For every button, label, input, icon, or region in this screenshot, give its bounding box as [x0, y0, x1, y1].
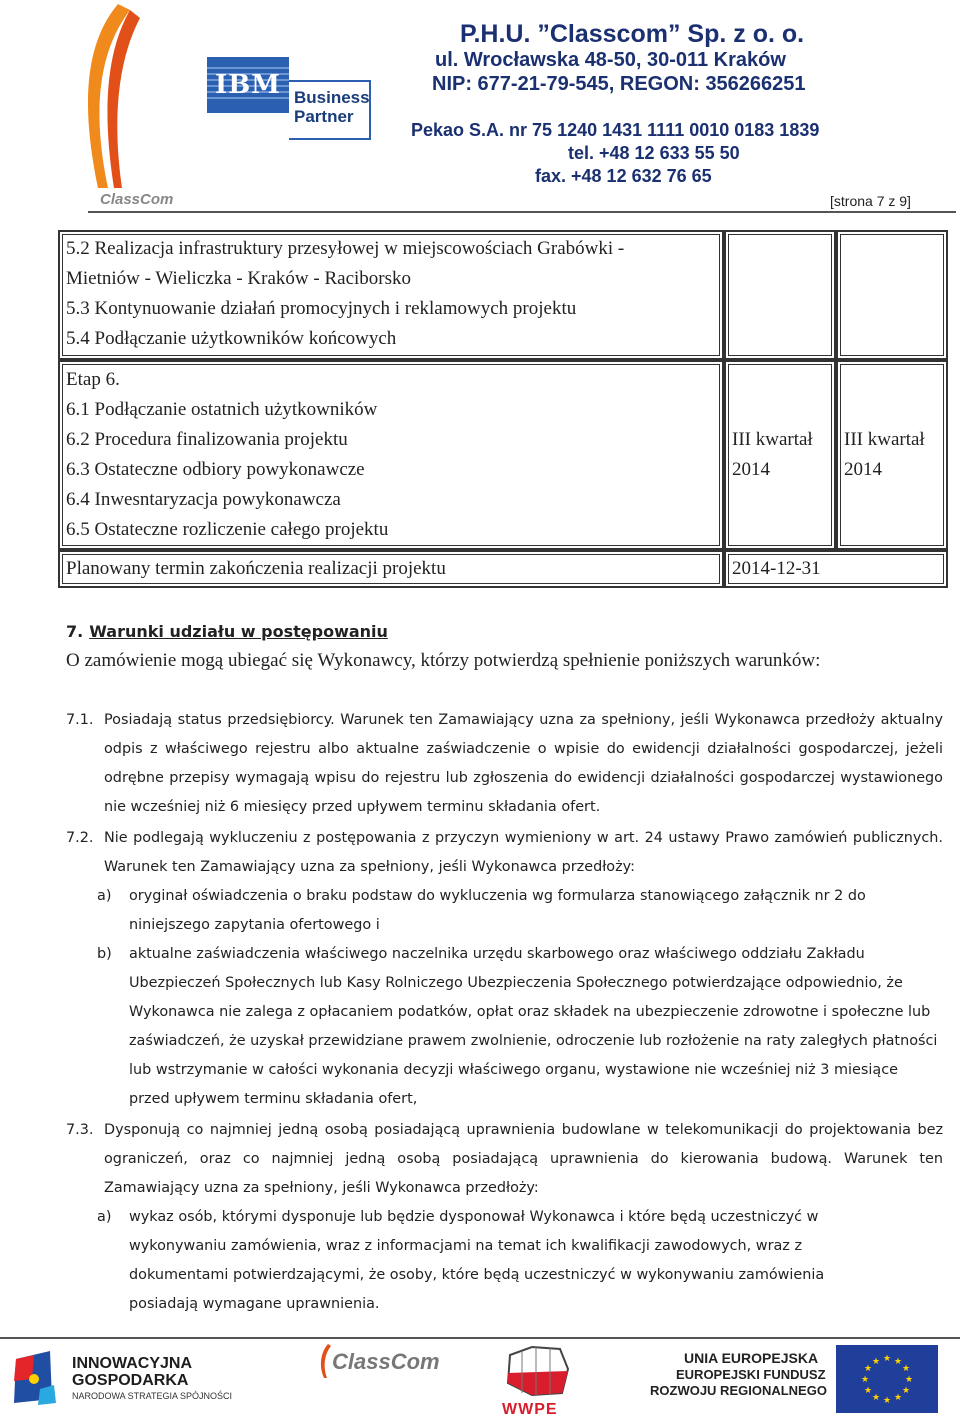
table-cell-row2-tasks	[58, 360, 724, 550]
table-cell-planned-label	[58, 550, 724, 588]
classcom-small-logo	[100, 191, 173, 208]
row2-end-quarter: III kwartał	[844, 429, 925, 450]
table-cell-row1-end	[836, 230, 948, 360]
row1-line: 5.2 Realizacja infrastruktury przesyłowej w miejscowościach Grabówki -	[66, 238, 625, 259]
row1-line: 5.3 Kontynuowanie działań promocyjnych i reklamowych projektu	[66, 298, 577, 319]
classcom-footer-text: ClassCom	[332, 1349, 440, 1374]
planned-label: Planowany termin zakończenia realizacji projektu	[66, 558, 446, 579]
innowacyjna-flag-icon	[10, 1349, 58, 1405]
section-title: Warunki udziału w postępowaniu	[89, 622, 388, 641]
section-number: 7.	[66, 622, 84, 641]
sub-item-text: aktualne zaświadczenia właściwego naczelnika urzędu skarbowego oraz właściwego oddziału Zakładu Ubezpieczeń Społecznych lub Kasy Rolniczego Ubezpieczenia Społecznego potwierdzające odpowiednio, że Wykonawca nie zalega z opłacaniem podatków, opłat oraz składek na ubezpieczenie zdrowotne i społeczne lub zaświadczeń, że uzyskał przewidziane prawem zwolnienie, odroczenie lub rozłożenie na raty zaległych płatności lub wstrzymanie w całości wykonania decyzji właściwego organu, wystawione nie wcześniej niż 3 miesiące przed upływem terminu składania ofert,	[129, 946, 938, 1107]
item-text: Nie podlegają wykluczeniu z postępowania z przyczyn wymieniony w art. 24 ustawy Prawo zamówień publicznych. Warunek ten Zamawiający uzna za spełniony, jeśli Wykonawca przedłoży:	[104, 830, 943, 875]
innowacyjna-gospodarka-logo	[10, 1345, 260, 1415]
item-number: 7.1.	[66, 712, 94, 728]
company-phone: tel. +48 12 633 55 50	[568, 143, 740, 163]
wwpe-logo	[498, 1343, 578, 1421]
row1-line: Mietniów - Wieliczka - Kraków - Raciborsko	[66, 268, 412, 289]
company-nip-regon: NIP: 677-21-79-545, REGON: 356266251	[432, 73, 806, 95]
sub-item-label: b)	[97, 946, 112, 962]
section-intro: O zamówienie mogą ubiegać się Wykonawcy, którzy potwierdzą spełnienie poniższych warunków:	[66, 650, 821, 671]
page-indicator: [strona 7 z 9]	[830, 193, 911, 209]
planned-date: 2014-12-31	[732, 558, 821, 579]
poland-map-icon	[502, 1343, 572, 1399]
svg-text:★: ★	[901, 1364, 911, 1374]
item-text: Posiadają status przedsiębiorcy. Warunek ten Zamawiający uzna za spełniony, jeśli Wykonawca przedłoży aktualny odpis z właściwego rejestru albo aktualne zaświadczenie o wpisie do ewidencji działalności gospodarczej, jeżeli odrębne przepisy wymagają wpisu do rejestru lub zgłoszenia do ewidencji działalności gospodarczej wystawionego nie wcześniej niż 6 miesięcy przed upływem terminu składania ofert.	[104, 712, 943, 815]
section-heading	[66, 622, 388, 641]
svg-text:★: ★	[860, 1375, 870, 1385]
eu-fund-text	[650, 1350, 830, 1406]
svg-text:★: ★	[871, 1393, 881, 1403]
classcom-small-logo-text: ClassCom	[100, 191, 174, 208]
classcom-footer-swoosh	[318, 1343, 332, 1379]
svg-text:★: ★	[882, 1354, 892, 1364]
company-bank-account: Pekao S.A. nr 75 1240 1431 1111 0010 0183 1839	[411, 120, 820, 140]
table-cell-row2-end	[836, 360, 948, 550]
item-number: 7.3.	[66, 1122, 94, 1138]
innowacyjna-line3: NARODOWA STRATEGIA SPÓJNOŚCI	[72, 1391, 233, 1401]
ibm-logo-text: IBM	[215, 70, 281, 100]
svg-text:★: ★	[882, 1396, 892, 1406]
ibm-logo	[207, 57, 289, 113]
svg-text:★: ★	[901, 1386, 911, 1396]
classcom-swoosh-graphic	[78, 2, 148, 190]
item-text: Dysponują co najmniej jedną osobą posiadającą uprawnienia budowlane w telekomunikacji do projektowania bez ograniczeń, oraz co najmniej jedną osobą posiadającą uprawnienia do kierowania budową. Warunek ten Zamawiający uzna za spełniony, jeśli Wykonawca przedłoży:	[104, 1122, 943, 1196]
wwpe-text: WWPE	[502, 1401, 558, 1418]
svg-text:★: ★	[904, 1375, 914, 1385]
row1-line: 5.4 Podłączanie użytkowników końcowych	[66, 328, 397, 349]
svg-text:★: ★	[893, 1357, 903, 1367]
table-cell-row1-tasks	[58, 230, 724, 360]
row2-line: 6.4 Inwesntaryzacja powykonawcza	[66, 489, 341, 510]
header-divider	[88, 211, 956, 213]
row2-start-year: 2014	[732, 459, 770, 480]
sub-item-label: a)	[97, 1209, 112, 1225]
row2-end-year: 2014	[844, 459, 882, 480]
footer-divider	[0, 1337, 960, 1339]
classcom-footer-logo	[318, 1343, 440, 1383]
sub-item-label: a)	[97, 888, 112, 904]
eu-line2: EUROPEJSKI FUNDUSZ	[676, 1367, 826, 1382]
row2-line: 6.1 Podłączanie ostatnich użytkowników	[66, 399, 378, 420]
svg-text:★: ★	[871, 1357, 881, 1367]
row2-start-quarter: III kwartał	[732, 429, 813, 450]
company-fax: fax. +48 12 632 76 65	[535, 166, 712, 186]
table-cell-row1-start	[724, 230, 836, 360]
table-cell-row2-start	[724, 360, 836, 550]
business-partner-text: Business Partner	[294, 88, 370, 126]
company-address: ul. Wrocławska 48-50, 30-011 Kraków	[435, 49, 786, 71]
innowacyjna-line2: GOSPODARKA	[72, 1372, 189, 1389]
row2-line: 6.2 Procedura finalizowania projektu	[66, 429, 348, 450]
eu-line1: UNIA EUROPEJSKA	[684, 1350, 819, 1366]
eu-line3: ROZWOJU REGIONALNEGO	[650, 1383, 827, 1398]
company-name: P.H.U. ”Classcom” Sp. z o. o.	[460, 20, 805, 48]
sub-item-text: wykaz osób, którymi dysponuje lub będzie dysponował Wykonawca i które będą uczestniczyć w wykonywaniu zamówienia, wraz z informacjami na temat ich kwalifikacji zawodowych, wraz z dokumentami potwierdzającymi, że osoby, które będą uczestniczyć w wykonywaniu zamówienia posiadają wymagane uprawnienia.	[129, 1209, 825, 1312]
svg-text:★: ★	[863, 1386, 873, 1396]
sub-item-text: oryginał oświadczenia o braku podstaw do wykluczenia wg formularza stanowiącego załącznik nr 2 do niniejszego zapytania ofertowego i	[129, 888, 866, 933]
innowacyjna-line1: INNOWACYJNA	[72, 1355, 193, 1372]
eu-flag-icon	[836, 1345, 938, 1413]
row2-line: 6.3 Ostateczne odbiory powykonawcze	[66, 459, 365, 480]
table-cell-planned-date	[724, 550, 948, 588]
svg-text:★: ★	[893, 1393, 903, 1403]
row2-line: Etap 6.	[66, 369, 120, 390]
item-number: 7.2.	[66, 830, 94, 846]
svg-text:★: ★	[863, 1364, 873, 1374]
row2-line: 6.5 Ostateczne rozliczenie całego projektu	[66, 519, 389, 540]
